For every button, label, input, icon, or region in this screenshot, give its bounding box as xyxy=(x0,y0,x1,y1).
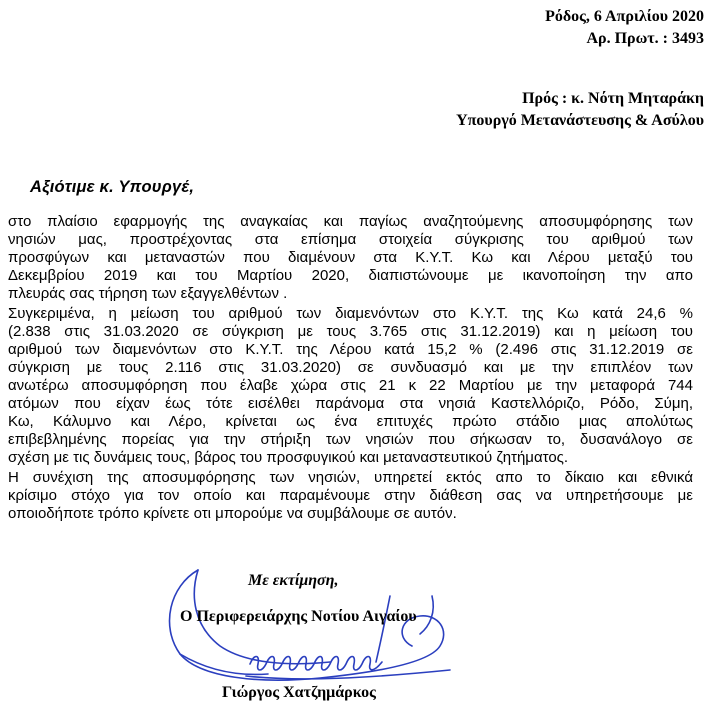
body-line: στο πλαίσιο εφαρμογής της αναγκαίας και παγίως αναζητούμενης αποσυμφόρησης των xyxy=(8,213,693,230)
place-date: Ρόδος, 6 Απριλίου 2020 xyxy=(545,8,704,25)
recipient-name: Πρός : κ. Νότη Μηταράκη xyxy=(522,90,704,107)
letter-header xyxy=(545,6,704,50)
protocol-number: Αρ. Πρωτ. : 3493 xyxy=(586,30,704,47)
body-line: (2.838 στις 31.03.2020 σε σύγκριση με τους 3.765 στις 31.12.2019) και η μείωση του xyxy=(8,323,693,340)
body-line: επιβεβλημένης πορείας για την στήριξη των νησιών που σήκωσαν το, δυσανάλογο σε xyxy=(8,431,693,448)
body-line: νησιών μας, προστρέχοντας στα επίσημα στοιχεία σύγκρισης του αριθμού των xyxy=(8,231,693,248)
body-line: ατόμων που είχαν έως τότε εισέλθει παράνομα στα νησιά Καστελλόριζο, Ρόδο, Σύμη, xyxy=(8,395,693,412)
recipient-block xyxy=(456,88,704,132)
body-line: σχέση με τις δυνάμεις τους, βάρος του προσφυγικού και μεταναστευτικού ζητήματος. xyxy=(8,449,569,466)
letter-body xyxy=(0,213,716,553)
body-line: Δεκεμβρίου 2019 και του Μαρτίου 2020, διαπιστώνουμε με ικανοποίηση την απο xyxy=(8,267,693,284)
body-line: σύγκριση με τους 2.116 στις 31.03.2020) σε συνδυασμό και με την επιπλέον των xyxy=(8,359,693,376)
body-line: κρίσιμο στόχο για τον οποίο και παραμένουμε στην διάθεση σας να υπηρετήσουμε με xyxy=(8,487,693,504)
body-line: προσφύγων και μεταναστών που διαμένουν στα Κ.Υ.Τ. Κω και Λέρου μεταξύ του xyxy=(8,249,693,266)
body-line: αριθμού των διαμενόντων στο Κ.Υ.Τ. της Λέρου κατά 15,2 % (2.496 στις 31.12.2019 σε xyxy=(8,341,693,358)
signatory-name: Γιώργος Χατζημάρκος xyxy=(222,684,376,701)
body-line: πλευράς σας τήρηση των εξαγγελθέντων . xyxy=(8,285,288,302)
body-line: Η συνέχιση της αποσυμφόρησης των νησιών, υπηρετεί εκτός απο το δίκαιο και εθνικά xyxy=(8,469,693,486)
body-line: ανωτέρω αποσυμφόρηση που έλαβε χώρα στις 21 κ 22 Μαρτίου με την μεταφορά 744 xyxy=(8,377,693,394)
salutation: Αξιότιμε κ. Υπουργέ, xyxy=(30,178,195,196)
body-line: Κω, Κάλυμνο και Λέρο, κρίνεται ως ένα επιτυχές πρώτο στάδιο μιας απολύτως xyxy=(8,413,693,430)
body-line: Συγκεριμένα, η μείωση του αριθμού των διαμενόντων στο Κ.Υ.Τ. της Κω κατά 24,6 % xyxy=(8,305,693,322)
body-line: οποιοδήποτε τρόπο κρίνετε οτι μπορούμε να συμβάλουμε σε αυτόν. xyxy=(8,505,457,522)
signatory-role: Ο Περιφερειάρχης Νοτίου Αιγαίου xyxy=(180,608,417,625)
closing-phrase: Με εκτίμηση, xyxy=(248,572,339,589)
recipient-title: Υπουργό Μετανάστευσης & Ασύλου xyxy=(456,112,704,129)
